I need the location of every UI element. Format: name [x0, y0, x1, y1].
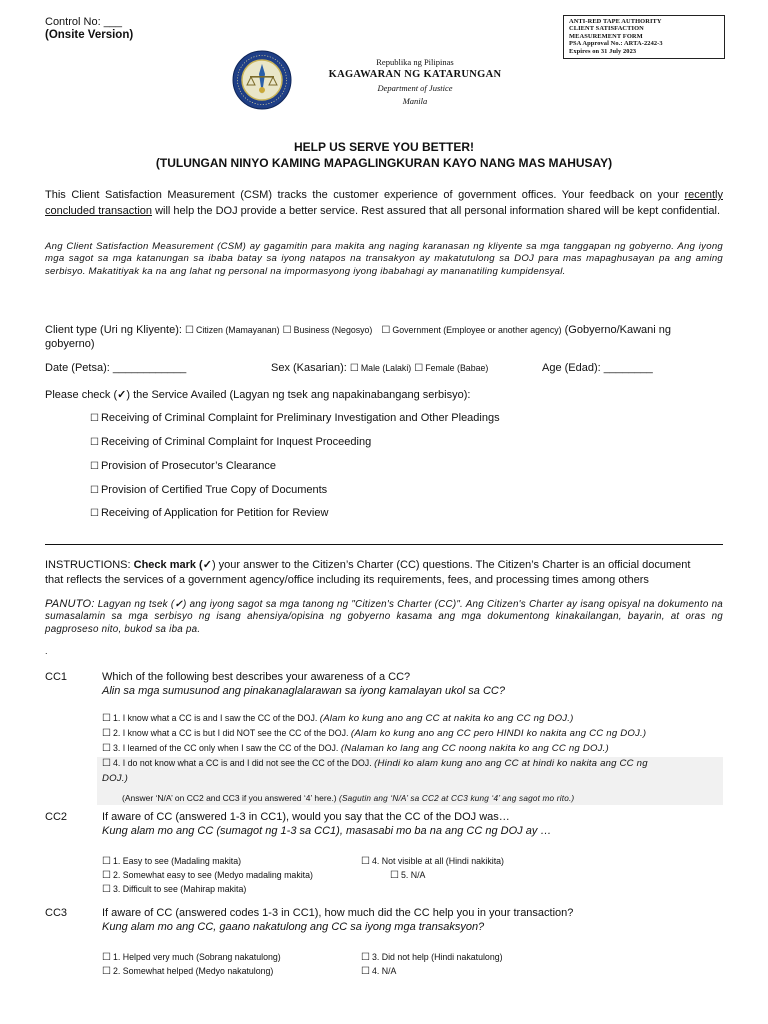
cc2-option[interactable] [102, 870, 313, 881]
onsite-version-label: (Onsite Version) [45, 29, 134, 41]
prompt-text: ) the Service Availed (Lagyan ng tsek ang napakinabangang serbisyo): [126, 389, 471, 401]
panuto-block [45, 598, 723, 636]
stray-dot: . [45, 646, 48, 656]
cc1-option4-continued [102, 773, 128, 784]
department-name: KAGAWARAN NG KATARUNGAN [328, 69, 502, 80]
service-item[interactable] [90, 460, 276, 472]
checkbox-icon[interactable]: ☐ [361, 966, 370, 977]
arta-line: PSA Approval No.: ARTA-2242-3 [569, 40, 663, 48]
checkbox-icon[interactable]: ☐ [185, 325, 194, 336]
department-header [305, 57, 525, 106]
cc1-option[interactable] [102, 758, 648, 769]
instructions-text: ) your answer to the Citizen’s Charter (CC) questions. The Citizen’s Charter is an official document [211, 559, 691, 571]
cc3-option[interactable] [361, 966, 396, 977]
intro-english [45, 188, 723, 219]
checkbox-icon[interactable]: ☐ [90, 485, 99, 496]
arta-line: CLIENT SATISFACTION [569, 25, 644, 33]
section-divider [45, 544, 723, 545]
checkbox-icon[interactable]: ☐ [102, 870, 111, 881]
note-text-fil: (Sagutin ang ‘N/A’ sa CC2 at CC3 kung ‘4’ ang sagot mo rito.) [339, 794, 575, 803]
service-prompt [45, 388, 470, 401]
option-label: Business (Negosyo) [293, 325, 373, 335]
intro-underlined-text: recently concluded transaction [45, 189, 723, 217]
cc1-note [122, 793, 574, 803]
service-item[interactable] [90, 484, 327, 496]
government-tail: (Gobyerno/Kawani ng [564, 324, 672, 336]
sex-female-option[interactable] [414, 363, 488, 373]
option-label: 1. Easy to see (Madaling makita) [112, 856, 242, 866]
option-label: Male (Lalaki) [360, 363, 412, 373]
checkbox-icon[interactable]: ☐ [361, 952, 370, 963]
client-type-government-option[interactable] [381, 325, 561, 335]
cc1-question-fil: Alin sa mga sumusunod ang pinakanaglalarawan sa iyong kamalayan ukol sa CC? [102, 685, 505, 697]
cc3-label: CC3 [45, 907, 68, 919]
checkbox-icon[interactable]: ☐ [90, 437, 99, 448]
checkbox-icon[interactable]: ☐ [102, 758, 111, 769]
checkbox-icon[interactable]: ☐ [282, 325, 292, 336]
checkbox-icon[interactable]: ☐ [90, 508, 99, 519]
sex-label: Sex (Kasarian): [271, 362, 347, 374]
arta-line: MEASUREMENT FORM [569, 32, 643, 40]
service-label: Provision of Certified True Copy of Documents [100, 484, 328, 496]
date-field[interactable]: Date (Petsa): ____________ [45, 362, 187, 374]
check-mark-icon: ✓ [174, 599, 183, 610]
client-type-label: Client type (Uri ng Kliyente): [45, 324, 182, 336]
instructions-label: INSTRUCTIONS: [45, 559, 134, 571]
department-english: Department of Justice [377, 83, 453, 93]
instructions-bold: Check mark ( [133, 559, 203, 571]
option-label: Female (Babae) [425, 363, 489, 373]
control-number: Control No: ___ [45, 16, 123, 28]
checkbox-icon[interactable]: ☐ [102, 728, 111, 739]
doj-seal-icon [232, 50, 292, 110]
option-label-fil: DOJ.) [102, 773, 129, 784]
option-label: 2. Somewhat helped (Medyo nakatulong) [112, 966, 274, 976]
arta-info-box [563, 15, 725, 59]
panuto-text: ) ang iyong sagot sa mga tanong ng "Citizen's Charter (CC)". Ang Citizen's Charter ay isang opisyal na dokumento na sumasalamin sa mga serbisyo ng isang ahensiya/opisina ng gobyerno kasama ang mga dokumentong kinakailangan, bayarin, at oras ng pagproseso nito, bukod sa iba pa. [45, 599, 723, 635]
service-item[interactable] [90, 412, 500, 424]
service-label: Provision of Prosecutor’s Clearance [100, 460, 277, 472]
cc2-option[interactable] [102, 884, 246, 895]
panuto-label: PANUTO: [45, 598, 95, 610]
cc1-label: CC1 [45, 671, 68, 683]
service-item[interactable] [90, 507, 328, 519]
government-tail-continued: gobyerno) [45, 338, 95, 350]
option-label-fil: (Hindi ko alam kung ano ang CC at hindi ko nakita ang CC ng [374, 758, 648, 769]
form-title: HELP US SERVE YOU BETTER! [293, 140, 475, 154]
note-text: (Answer ‘N/A’ on CC2 and CC3 if you answered ‘4’ here.) [122, 793, 337, 803]
checkbox-icon[interactable]: ☐ [361, 856, 370, 867]
cc2-option[interactable] [390, 870, 425, 881]
option-label: 4. I do not know what a CC is and I did not see the CC of the DOJ. [112, 758, 372, 768]
option-label-fil: (Alam ko kung ano ang CC pero HINDI ko nakita ang CC ng DOJ.) [350, 728, 647, 739]
intro-text: This Client Satisfaction Measurement (CSM) tracks the customer experience of government offices. Your feedback on your [45, 189, 685, 201]
instructions-line2: that reflects the services of a government agency/office including its requirements, fees, and processing times among others [45, 574, 649, 586]
cc1-option[interactable] [102, 713, 574, 724]
checkbox-icon[interactable]: ☐ [102, 743, 111, 754]
intro-filipino: Ang Client Satisfaction Measurement (CSM) ay gagamitin para makita ang naging karanasan ng kliyente sa mga tanggapan ng gobyerno. Ang iyong mga sagot sa mga katanungan sa ibaba batay sa iyong natapos na transakyon ay makatutulong sa DOJ para mas mapaghusayan pa ang aming serbisyo. Makatitiyak ka na ang lahat ng personal na impormasyong iyong ibabahagi ay mananatiling kumpidensyal. [45, 241, 723, 277]
cc2-question: If aware of CC (answered 1-3 in CC1), would you say that the CC of the DOJ was… [102, 811, 510, 823]
prompt-text: Please check ( [45, 389, 118, 401]
checkbox-icon[interactable]: ☐ [90, 461, 99, 472]
cc2-option[interactable] [102, 856, 241, 867]
instructions-line1 [45, 558, 690, 571]
arta-line: Expires on 31 July 2023 [569, 47, 637, 55]
form-subtitle: (TULUNGAN NINYO KAMING MAPAGLINGKURAN KAYO NANG MAS MAHUSAY) [155, 156, 613, 170]
service-label: Receiving of Application for Petition for Review [100, 507, 329, 519]
checkbox-icon[interactable]: ☐ [102, 713, 111, 724]
checkbox-icon[interactable]: ☐ [102, 952, 111, 963]
intro-text: will help the DOJ provide a better service. Rest assured that all personal information shared will be kept confidential. [152, 204, 721, 217]
option-label: 3. Did not help (Hindi nakatulong) [371, 952, 503, 962]
checkbox-icon[interactable]: ☐ [102, 884, 111, 895]
client-type-citizen-option[interactable] [185, 325, 280, 335]
cc2-question-fil: Kung alam mo ang CC (sumagot ng 1-3 sa CC1), masasabi mo ba na ang CC ng DOJ ay … [102, 825, 552, 837]
checkbox-icon[interactable]: ☐ [90, 413, 99, 424]
department-location: Manila [402, 96, 428, 106]
service-label: Receiving of Criminal Complaint for Preliminary Investigation and Other Pleadings [100, 412, 500, 424]
option-label: 5. N/A [400, 870, 426, 880]
option-label: Citizen (Mamayanan) [195, 325, 280, 335]
cc3-question-fil: Kung alam mo ang CC, gaano nakatulong ang CC sa iyong mga transaksyon? [102, 921, 485, 933]
cc1-option[interactable] [102, 743, 609, 754]
check-mark-icon: ✓ [117, 389, 127, 401]
cc3-option[interactable] [102, 952, 281, 963]
checkbox-icon[interactable]: ☐ [349, 363, 359, 374]
service-label: Receiving of Criminal Complaint for Inquest Proceeding [100, 436, 372, 448]
panuto-text: Lagyan ng tsek ( [94, 599, 175, 610]
arta-line: ANTI-RED TAPE AUTHORITY [569, 18, 662, 25]
cc2-label: CC2 [45, 811, 68, 823]
option-label-fil: (Alam ko kung ano ang CC at nakita ko ang CC ng DOJ.) [319, 713, 574, 724]
cc3-option[interactable] [361, 952, 503, 963]
sex-male-option[interactable] [350, 363, 411, 373]
option-label: Government (Employee or another agency) [392, 325, 562, 335]
option-label: 3. Difficult to see (Mahirap makita) [112, 884, 247, 894]
checkbox-icon[interactable]: ☐ [390, 870, 399, 881]
option-label: 1. Helped very much (Sobrang nakatulong) [112, 952, 281, 962]
cc3-option[interactable] [102, 966, 273, 977]
republic-name: Republika ng Pilipinas [376, 57, 454, 67]
client-type-business-option[interactable] [283, 325, 373, 335]
option-label: 1. I know what a CC is and I saw the CC of the DOJ. [112, 713, 318, 723]
option-label: 4. N/A [371, 966, 397, 976]
cc2-option[interactable] [361, 856, 504, 867]
option-label-fil: (Nalaman ko lang ang CC noong nakita ko ang CC ng DOJ.) [340, 743, 609, 754]
checkbox-icon[interactable]: ☐ [414, 363, 424, 374]
checkbox-icon[interactable]: ☐ [102, 856, 111, 867]
age-field[interactable]: Age (Edad): ________ [542, 362, 653, 374]
option-label: 3. I learned of the CC only when I saw the CC of the DOJ. [112, 743, 339, 753]
client-type-row [45, 323, 723, 338]
sex-row [271, 362, 488, 374]
cc1-question: Which of the following best describes your awareness of a CC? [102, 671, 411, 683]
service-item[interactable] [90, 436, 371, 448]
check-mark-icon: ✓ [202, 559, 212, 571]
cc3-question: If aware of CC (answered codes 1-3 in CC1), how much did the CC help you in your transaction? [102, 907, 574, 919]
checkbox-icon[interactable]: ☐ [381, 325, 391, 336]
cc1-option[interactable] [102, 728, 646, 739]
option-label: 2. Somewhat easy to see (Medyo madaling makita) [112, 870, 313, 880]
option-label: 2. I know what a CC is but I did NOT see the CC of the DOJ. [112, 728, 349, 738]
checkbox-icon[interactable]: ☐ [102, 966, 111, 977]
option-label: 4. Not visible at all (Hindi nakikita) [371, 856, 504, 866]
